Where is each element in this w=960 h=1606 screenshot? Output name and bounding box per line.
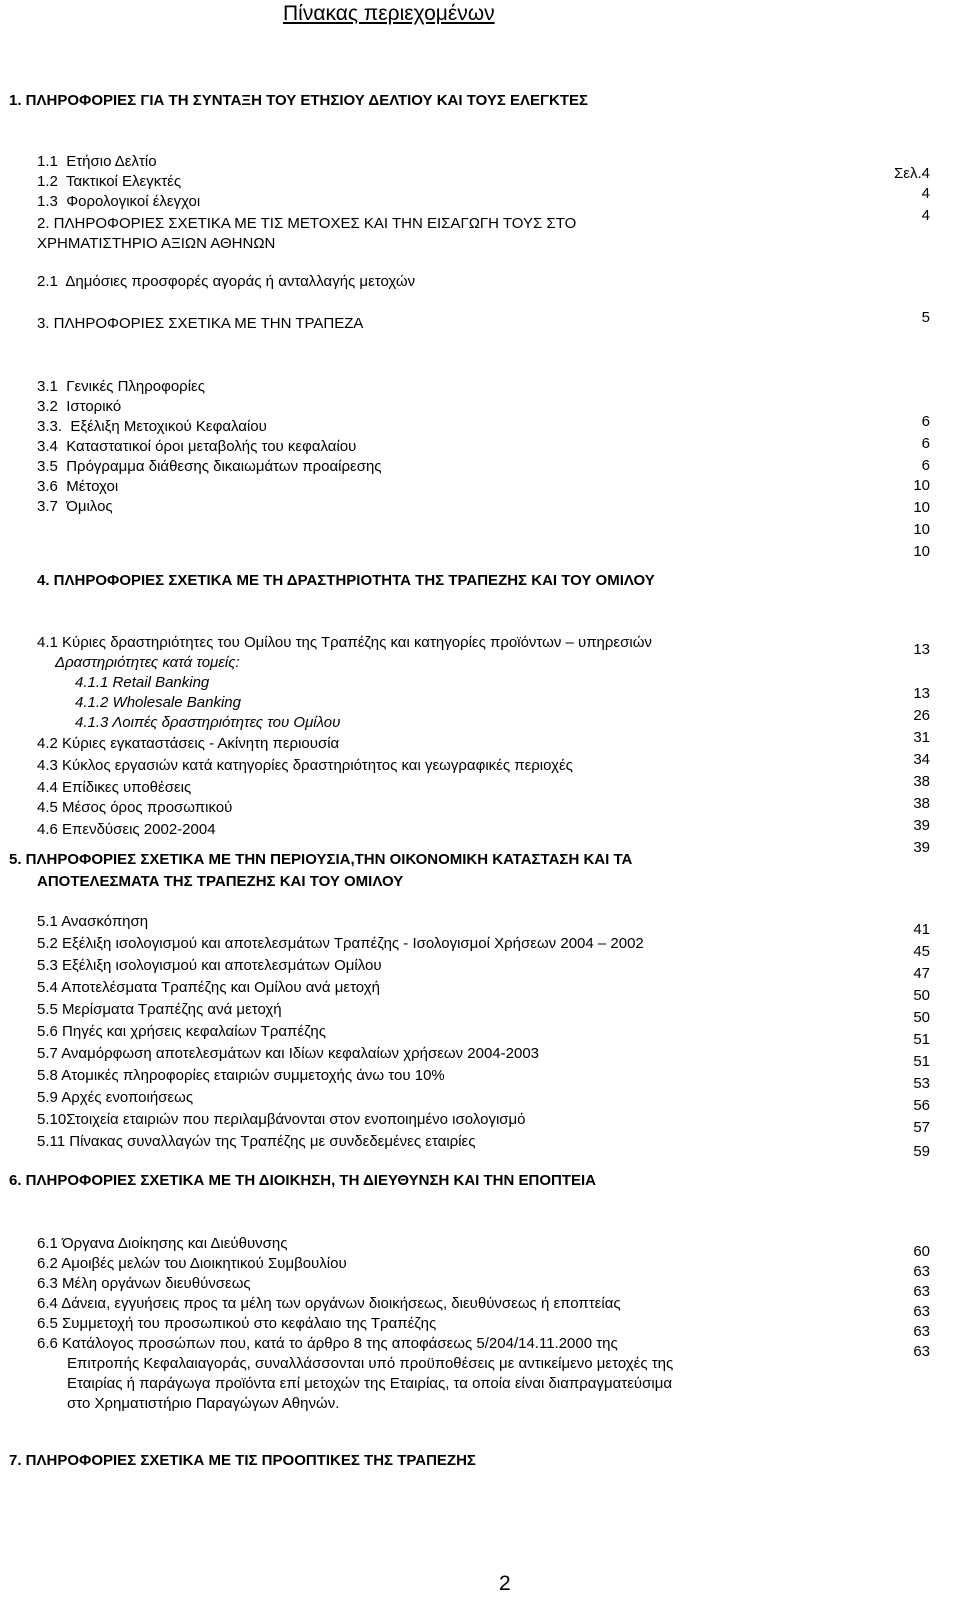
toc-item[interactable]: 2.1 Δημόσιες προσφορές αγοράς ή ανταλλαγής μετοχών (37, 273, 416, 290)
page-number: 50 (913, 987, 930, 1004)
toc-item[interactable]: 5.5 Μερίσματα Τραπέζης ανά μετοχή (37, 1001, 282, 1018)
page-number: 4 (921, 207, 930, 224)
page-number: 45 (913, 943, 930, 960)
toc-subheading: Δραστηριότητες κατά τομείς: (55, 654, 240, 671)
section-1-heading: 1. ΠΛΗΡΟΦΟΡΙΕΣ ΓΙΑ ΤΗ ΣΥΝΤΑΞΗ ΤΟΥ ΕΤΗΣΙΟΥ ΔΕΛΤΙΟΥ ΚΑΙ ΤΟΥΣ ΕΛΕΓΚΤΕΣ (9, 92, 589, 109)
page-number: 51 (913, 1031, 930, 1048)
toc-item[interactable]: 3.1 Γενικές Πληροφορίες (37, 378, 205, 395)
toc-item[interactable]: 5.10Στοιχεία εταιριών που περιλαμβάνονται στον ενοποιημένο ισολογισμό (37, 1111, 526, 1128)
toc-item[interactable]: 4.1.1 Retail Banking (75, 674, 210, 691)
page-number: 57 (913, 1119, 930, 1136)
toc-item[interactable]: 1.3 Φορολογικοί έλεγχοι (37, 193, 201, 210)
section-2-heading-line1: 2. ΠΛΗΡΟΦΟΡΙΕΣ ΣΧΕΤΙΚΑ ΜΕ ΤΙΣ ΜΕΤΟΧΕΣ ΚΑΙ ΤΗΝ ΕΙΣΑΓΩΓΗ ΤΟΥΣ ΣΤΟ (37, 215, 577, 232)
section-6-heading: 6. ΠΛΗΡΟΦΟΡΙΕΣ ΣΧΕΤΙΚΑ ΜΕ ΤΗ ΔΙΟΙΚΗΣΗ, ΤΗ ΔΙΕΥΘΥΝΣΗ ΚΑΙ ΤΗΝ ΕΠΟΠΤΕΙΑ (9, 1172, 596, 1189)
section-3-heading: 3. ΠΛΗΡΟΦΟΡΙΕΣ ΣΧΕΤΙΚΑ ΜΕ ΤΗΝ ΤΡΑΠΕΖΑ (37, 315, 364, 332)
toc-item[interactable]: 5.9 Αρχές ενοποιήσεως (37, 1089, 194, 1106)
toc-item[interactable]: 3.5 Πρόγραμμα διάθεσης δικαιωμάτων προαίρεσης (37, 458, 382, 475)
page-number: 13 (913, 641, 930, 658)
page-label: Σελ.4 (894, 165, 930, 182)
page-number: 50 (913, 1009, 930, 1026)
page-number: 63 (913, 1303, 930, 1320)
page-number: 39 (913, 839, 930, 856)
page-number: 60 (913, 1243, 930, 1260)
toc-item[interactable]: 6.1 Όργανα Διοίκησης και Διεύθυνσης (37, 1235, 288, 1252)
page-number: 63 (913, 1343, 930, 1360)
page-number: 6 (921, 413, 930, 430)
toc-item[interactable]: 5.8 Ατομικές πληροφορίες εταιριών συμμετοχής άνω του 10% (37, 1067, 445, 1084)
page-number: 39 (913, 817, 930, 834)
page-number: 34 (913, 751, 930, 768)
toc-item-continuation: στο Χρηματιστήριο Παραγώγων Αθηνών. (67, 1395, 340, 1412)
page-number: 51 (913, 1053, 930, 1070)
page-number: 31 (913, 729, 930, 746)
page-number: 63 (913, 1263, 930, 1280)
page-number: 53 (913, 1075, 930, 1092)
toc-item[interactable]: 4.4 Επίδικες υποθέσεις (37, 779, 192, 796)
page-number: 13 (913, 685, 930, 702)
page-number: 6 (921, 457, 930, 474)
page-number: 38 (913, 795, 930, 812)
page-number: 38 (913, 773, 930, 790)
toc-item[interactable]: 3.6 Μέτοχοι (37, 478, 119, 495)
page-number: 10 (913, 477, 930, 494)
toc-item[interactable]: 4.5 Μέσος όρος προσωπικού (37, 799, 233, 816)
page-number: 56 (913, 1097, 930, 1114)
section-7-heading: 7. ΠΛΗΡΟΦΟΡΙΕΣ ΣΧΕΤΙΚΑ ΜΕ ΤΙΣ ΠΡΟΟΠΤΙΚΕΣ ΤΗΣ ΤΡΑΠΕΖΗΣ (9, 1452, 476, 1469)
page-number: 5 (921, 309, 930, 326)
page-number: 6 (921, 435, 930, 452)
toc-item[interactable]: 3.3. Εξέλιξη Μετοχικού Κεφαλαίου (37, 418, 267, 435)
toc-item-continuation: Επιτροπής Κεφαλαιαγοράς, συναλλάσσονται υπό προϋποθέσεις με αντικείμενο μετοχές της (67, 1355, 674, 1372)
page-number: 26 (913, 707, 930, 724)
footer-page-number: 2 (499, 1572, 511, 1595)
page-number: 41 (913, 921, 930, 938)
section-2-heading-line2: ΧΡΗΜΑΤΙΣΤΗΡΙΟ ΑΞΙΩΝ ΑΘΗΝΩΝ (37, 235, 276, 252)
toc-item[interactable]: 4.3 Κύκλος εργασιών κατά κατηγορίες δραστηριότητος και γεωγραφικές περιοχές (37, 757, 573, 774)
section-5-heading-line1: 5. ΠΛΗΡΟΦΟΡΙΕΣ ΣΧΕΤΙΚΑ ΜΕ ΤΗΝ ΠΕΡΙΟΥΣΙΑ,ΤΗΝ ΟΙΚΟΝΟΜΙΚΗ ΚΑΤΑΣΤΑΣΗ ΚΑΙ ΤΑ (9, 851, 633, 868)
page-number: 63 (913, 1323, 930, 1340)
page-number: 10 (913, 521, 930, 538)
toc-item-continuation: Εταιρίας ή παράγωγα προϊόντα επί μετοχών της Εταιρίας, τα οποία είναι διαπραγματεύσιμα (67, 1375, 673, 1392)
toc-item[interactable]: 4.1.2 Wholesale Banking (75, 694, 241, 711)
toc-item[interactable]: 4.2 Κύριες εγκαταστάσεις - Ακίνητη περιουσία (37, 735, 340, 752)
toc-item[interactable]: 5.2 Εξέλιξη ισολογισμού και αποτελεσμάτων Τραπέζης - Ισολογισμοί Χρήσεων 2004 – 2002 (37, 935, 644, 952)
toc-item[interactable]: 6.3 Μέλη οργάνων διευθύνσεως (37, 1275, 251, 1292)
toc-item[interactable]: 5.11 Πίνακας συναλλαγών της Τραπέζης με συνδεδεμένες εταιρίες (37, 1133, 476, 1150)
toc-item[interactable]: 5.6 Πηγές και χρήσεις κεφαλαίων Τραπέζης (37, 1023, 326, 1040)
toc-item[interactable]: 5.4 Αποτελέσματα Τραπέζης και Ομίλου ανά μετοχή (37, 979, 380, 996)
toc-item[interactable]: 6.5 Συμμετοχή του προσωπικού στο κεφάλαιο της Τραπέζης (37, 1315, 437, 1332)
page-number: 4 (921, 185, 930, 202)
page-title: Πίνακας περιεχομένων (283, 2, 495, 25)
toc-item[interactable]: 4.1 Κύριες δραστηριότητες του Ομίλου της Τραπέζης και κατηγορίες προϊόντων – υπηρεσιών (37, 634, 652, 651)
toc-item[interactable]: 3.2 Ιστορικό (37, 398, 122, 415)
toc-item[interactable]: 4.6 Επενδύσεις 2002-2004 (37, 821, 216, 838)
page-number: 10 (913, 543, 930, 560)
toc-item[interactable]: 3.7 Όμιλος (37, 498, 113, 515)
page-number: 59 (913, 1143, 930, 1160)
page-number: 47 (913, 965, 930, 982)
toc-item[interactable]: 6.4 Δάνεια, εγγυήσεις προς τα μέλη των οργάνων διοικήσεως, διευθύνσεως ή εποπτείας (37, 1295, 621, 1312)
toc-item[interactable]: 1.2 Τακτικοί Ελεγκτές (37, 173, 182, 190)
toc-item[interactable]: 3.4 Καταστατικοί όροι μεταβολής του κεφαλαίου (37, 438, 357, 455)
section-5-heading-line2: ΑΠΟΤΕΛΕΣΜΑΤΑ ΤΗΣ ΤΡΑΠΕΖΗΣ ΚΑΙ ΤΟΥ ΟΜΙΛΟΥ (37, 873, 404, 890)
page-number: 63 (913, 1283, 930, 1300)
toc-item[interactable]: 1.1 Ετήσιο Δελτίο (37, 153, 157, 170)
page-number: 10 (913, 499, 930, 516)
toc-item[interactable]: 6.6 Κατάλογος προσώπων που, κατά το άρθρο 8 της αποφάσεως 5/204/14.11.2000 της (37, 1335, 618, 1352)
toc-item[interactable]: 5.3 Εξέλιξη ισολογισμού και αποτελεσμάτων Ομίλου (37, 957, 382, 974)
section-4-heading: 4. ΠΛΗΡΟΦΟΡΙΕΣ ΣΧΕΤΙΚΑ ΜΕ ΤΗ ΔΡΑΣΤΗΡΙΟΤΗΤΑ ΤΗΣ ΤΡΑΠΕΖΗΣ ΚΑΙ ΤΟΥ ΟΜΙΛΟΥ (37, 572, 655, 589)
toc-item[interactable]: 4.1.3 Λοιπές δραστηριότητες του Ομίλου (75, 714, 341, 731)
toc-item[interactable]: 6.2 Αμοιβές μελών του Διοικητικού Συμβουλίου (37, 1255, 347, 1272)
toc-item[interactable]: 5.1 Ανασκόπηση (37, 913, 149, 930)
toc-item[interactable]: 5.7 Αναμόρφωση αποτελεσμάτων και Ιδίων κεφαλαίων χρήσεων 2004-2003 (37, 1045, 539, 1062)
